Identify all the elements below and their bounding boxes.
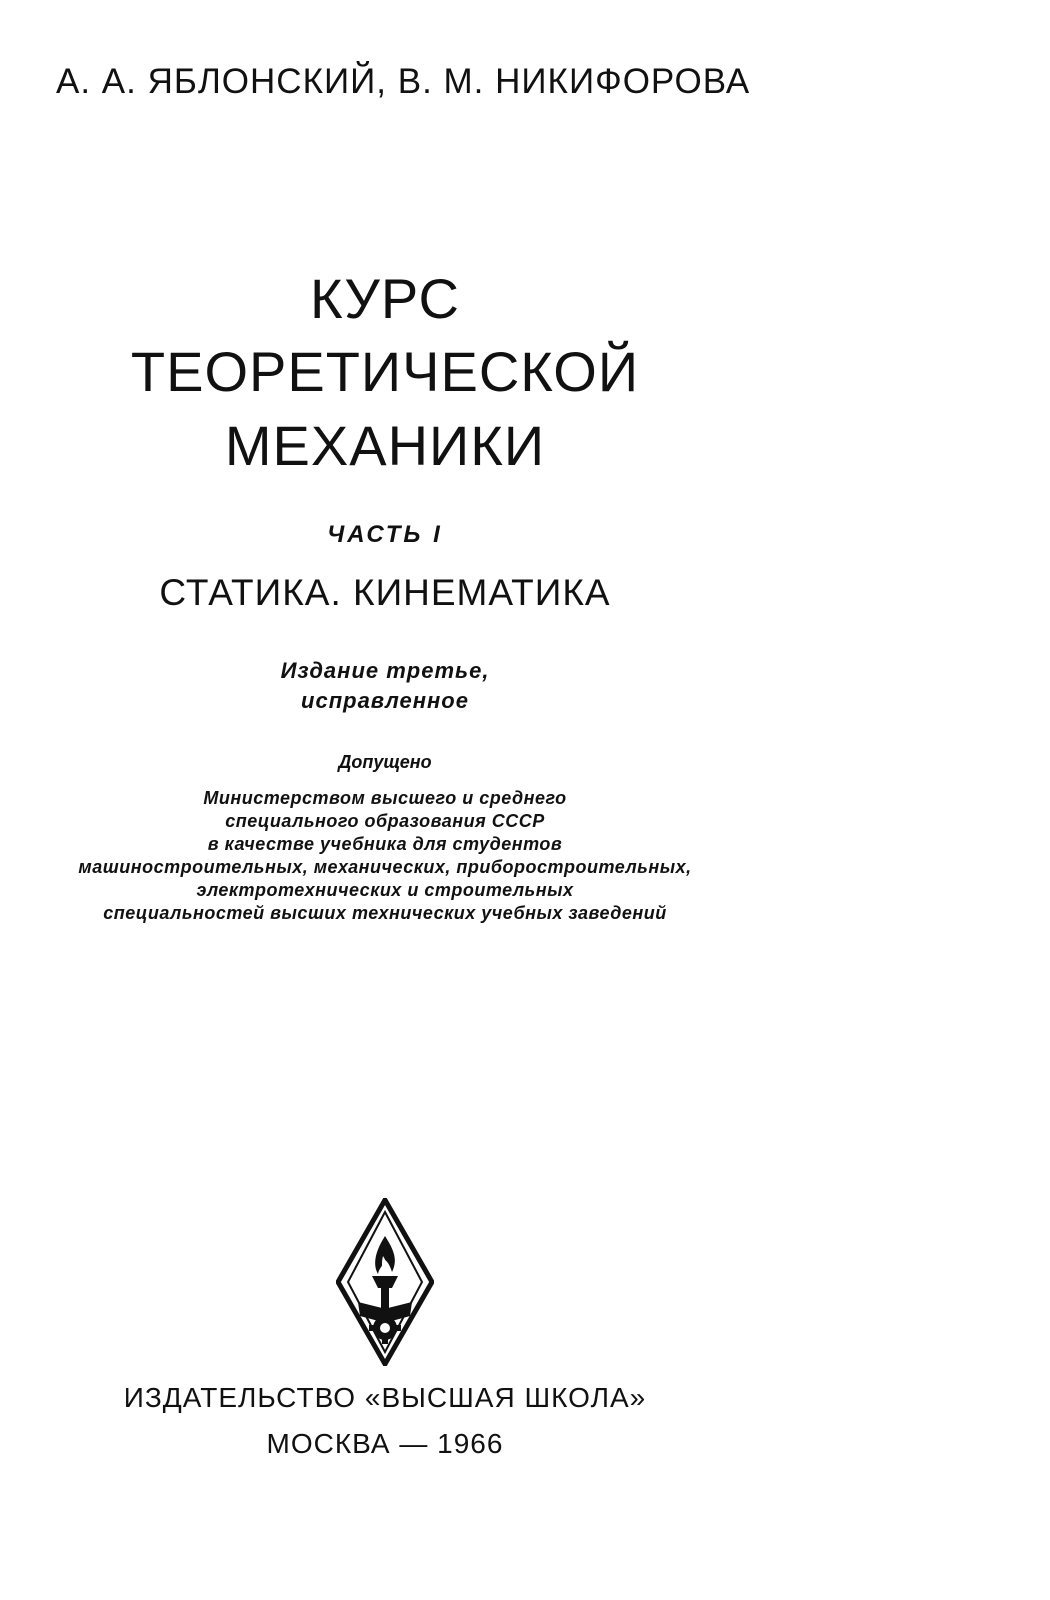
- approval-heading: Допущено: [338, 752, 432, 772]
- approval-line: специального образования СССР: [225, 811, 545, 831]
- title-line-2: ТЕОРЕТИЧЕСКОЙ: [130, 340, 640, 403]
- publisher-emblem-icon: [336, 1198, 434, 1366]
- approval-line: в качестве учебника для студентов: [207, 834, 563, 854]
- title-line-3: МЕХАНИКИ: [224, 414, 546, 477]
- publisher: ИЗДАТЕЛЬСТВО «ВЫСШАЯ ШКОЛА»: [123, 1382, 647, 1413]
- approval-text: [0, 787, 770, 925]
- part-label: ЧАСТЬ I: [327, 521, 443, 548]
- edition-line-2: исправленное: [301, 688, 469, 713]
- approval-line: электротехнических и строительных: [196, 880, 574, 900]
- authors: А. А. ЯБЛОНСКИЙ, В. М. НИКИФОРОВА: [56, 62, 751, 101]
- approval-line: Министерством высшего и среднего: [203, 788, 567, 808]
- subtitle: СТАТИКА. КИНЕМАТИКА: [159, 572, 611, 613]
- approval-line: машиностроительных, механических, приборостроительных,: [78, 857, 692, 877]
- approval-line: специальностей высших технических учебных заведений: [103, 903, 667, 923]
- edition-line-1: Издание третье,: [280, 658, 490, 683]
- title-line-1: КУРС: [310, 267, 460, 330]
- city-year: МОСКВА — 1966: [266, 1428, 504, 1459]
